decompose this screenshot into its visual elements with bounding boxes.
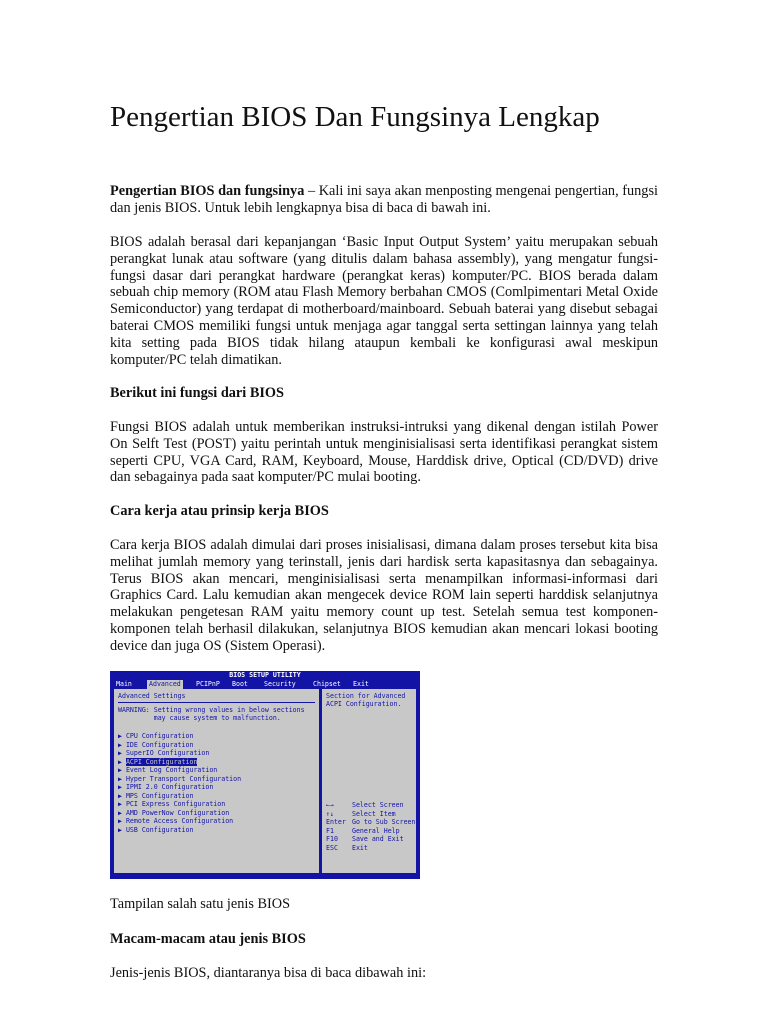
bios-warning-line-2: may cause system to malfunction. xyxy=(118,714,281,722)
bios-item-highlighted: ▶ ACPI Configuration xyxy=(118,757,198,766)
bios-menu-boot: Boot xyxy=(232,680,248,688)
page-title: Pengertian BIOS Dan Fungsinya Lengkap xyxy=(110,101,600,133)
bios-item: ▶ CPU Configuration xyxy=(118,732,194,740)
bios-key-row: ←→ Select Screen xyxy=(326,801,404,809)
fungsi-paragraph: Fungsi BIOS adalah untuk memberikan instruksi-intruksi yang dikenal dengan istilah Power On Selft Test (POST) yaitu perintah untuk menginisialisasi serta identifikasi perangkat sistem seperti CPU, VGA Card, RAM, Keyboard, Mouse, Harddisk drive, Optical (CD/DVD) drive dan sebagainya pada saat komputer/PC mulai booting. xyxy=(110,419,658,486)
jenis-paragraph: Jenis-jenis BIOS, diantaranya bisa di baca dibawah ini: xyxy=(110,965,427,981)
heading-fungsi: Berikut ini fungsi dari BIOS xyxy=(110,385,284,401)
bios-warning-line-1: WARNING: Setting wrong values in below sections xyxy=(118,706,305,714)
bios-menubar xyxy=(110,680,420,689)
bios-menu-exit: Exit xyxy=(353,680,369,688)
bios-key-row: ↑↓ Select Item xyxy=(326,809,396,818)
bios-menu-security: Security xyxy=(264,680,296,688)
bios-right-panel xyxy=(322,689,416,873)
bios-screenshot-image xyxy=(110,671,420,879)
bios-menu-main: Main xyxy=(116,680,132,688)
bios-item: ▶ PCI Express Configuration xyxy=(118,800,226,808)
bios-item: ▶ Remote Access Configuration xyxy=(118,817,234,825)
bios-key-row: ESC Exit xyxy=(326,843,368,852)
bios-item: ▶ IDE Configuration xyxy=(118,740,194,749)
bios-left-title: Advanced Settings xyxy=(118,692,186,700)
bios-item: ▶ SuperIO Configuration xyxy=(118,749,210,757)
bios-item: ▶ IPMI 2.0 Configuration xyxy=(118,783,214,791)
bios-help-line-2: ACPI Configuration. xyxy=(326,700,402,708)
intro-lead: Pengertian BIOS dan fungsinya xyxy=(110,183,305,199)
bios-left-panel xyxy=(114,689,319,873)
bios-item: ▶ MPS Configuration xyxy=(118,791,194,800)
bios-definition-paragraph: BIOS adalah berasal dari kepanjangan ‘Basic Input Output System’ yaitu merupakan sebuah perangkat lunak atau software (yang ditulis dalam bahasa assembly), yang mengatur fungsi-fungsi dasar dari perangkat hardware (perangkat keras) komputer/PC. BIOS berada dalam sebuah chip memory (ROM atau Flash Memory berbahan CMOS (Comlpimentari Metal Oxide Semiconductor) yang terdapat di motherboard/mainboard. Sebuah baterai yang disebut sebagai baterai CMOS memiliki fungsi untuk menjaga agar tanggal serta settingan lainnya yang telah kita setting pada BIOS tidak hilang ataupun kembali ke konfigurasi awal meskipun komputer/PC telah dimatikan. xyxy=(110,234,658,368)
bios-help-line-1: Section for Advanced xyxy=(326,692,406,700)
bios-key-row: Enter Go to Sub Screen xyxy=(326,818,416,826)
intro-text: – Kali ini saya akan menposting mengenai pengertian, fungsi dan jenis BIOS. Untuk lebih lengkapnya bisa di baca di bawah ini. xyxy=(110,183,658,216)
bios-item: ▶ USB Configuration xyxy=(118,825,194,834)
bios-menu-advanced: Advanced xyxy=(149,680,181,688)
cara-kerja-paragraph: Cara kerja BIOS adalah dimulai dari proses inisialisasi, dimana dalam proses tersebut kita bisa melihat jumlah memory yang terinstall, jenis dari hardisk serta kapasitasnya dan sebagainya. Terus BIOS akan mencari, menginisialisasi serta menampilkan informasi-informasi dari Graphics Card. Lalu kemudian akan mengecek device ROM lain seperti harddisk selanjutnya melakukan pengetesan RAM yaitu memory count up test. Setelah semua test komponen-komponen telah berhasil dilakukan, selanjutnya BIOS kemudian akan mencari lokasi booting device dan juga OS (Sistem Operasi). xyxy=(110,537,658,654)
intro-paragraph xyxy=(110,183,658,217)
bios-menu-chipset: Chipset xyxy=(313,680,341,688)
heading-macam: Macam-macam atau jenis BIOS xyxy=(110,931,306,947)
bios-divider xyxy=(118,702,315,703)
bios-title: BIOS SETUP UTILITY xyxy=(110,671,420,680)
heading-cara-kerja: Cara kerja atau prinsip kerja BIOS xyxy=(110,503,329,519)
image-caption: Tampilan salah satu jenis BIOS xyxy=(110,896,291,912)
bios-key-row: F1 General Help xyxy=(326,826,400,835)
bios-item: ▶ Hyper Transport Configuration xyxy=(118,774,242,783)
bios-item: ▶ AMD PowerNow Configuration xyxy=(118,808,230,817)
bios-menu-pcipnp: PCIPnP xyxy=(196,680,220,688)
bios-key-row: F10 Save and Exit xyxy=(326,835,404,843)
bios-item: ▶ Event Log Configuration xyxy=(118,766,218,774)
